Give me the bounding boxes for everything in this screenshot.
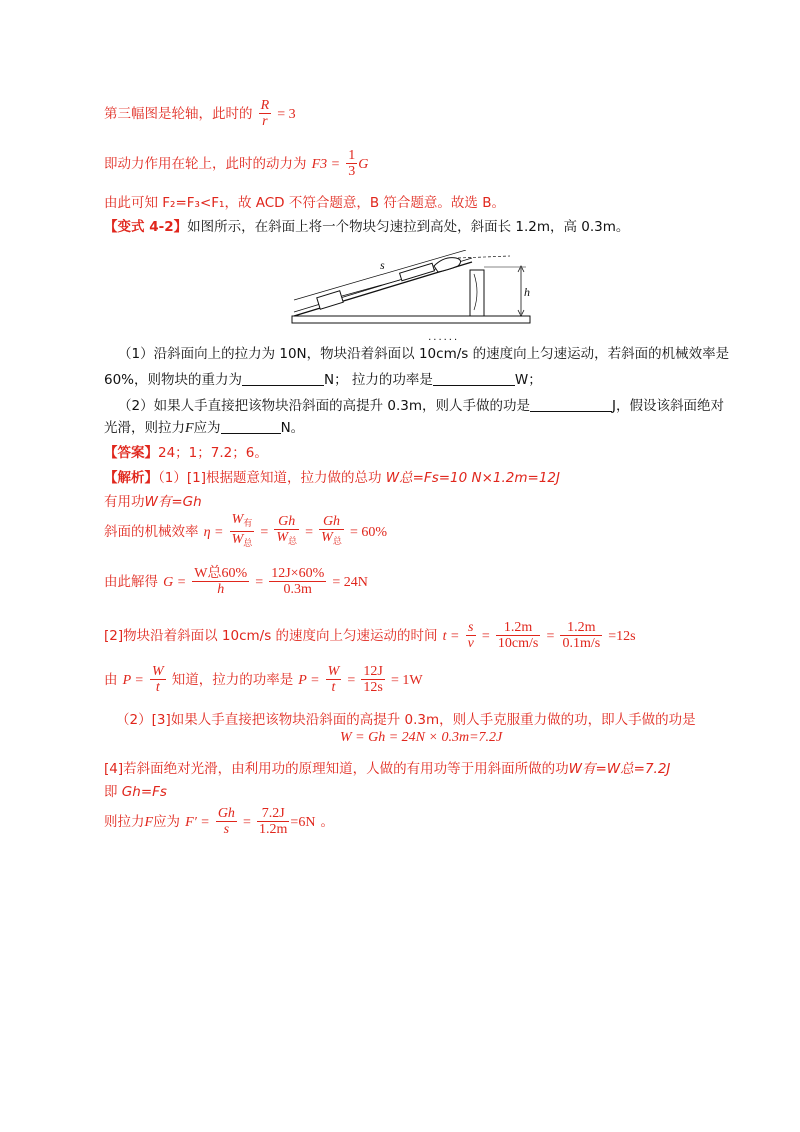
- analysis-work-formula: W = Gh = 24N × 0.3m=7.2J: [340, 730, 503, 745]
- hand-shape: [434, 258, 461, 272]
- height-label: h: [524, 285, 530, 299]
- question-1-line-2: 60%，则物块的重力为 N； 拉力的功率是 W；: [104, 372, 542, 388]
- problem-stem: 【变式 4-2】如图所示，在斜面上将一个物块匀速拉到高处，斜面长 1.2m，高 0.3m。: [104, 219, 630, 235]
- question-2-line-2: 光滑，则拉力F应为 N。: [104, 420, 305, 436]
- analysis-time: [2]物块沿着斜面以 10cm/s 的速度向上匀速运动的时间 t = $\frac{s}{v}$ = $\frac{1.2m}{10cm/s}$ = $\frac{1.2m}{0.1m/s}$ =12s: [104, 620, 636, 651]
- question-2-line-1: （2）如果人手直接把该物块沿斜面的高提升 0.3m，则人手做的功是 J，假设该斜面绝对: [118, 398, 724, 414]
- pull-string: [342, 280, 400, 296]
- analysis-gh-fs: 即 Gh=Fs: [104, 784, 167, 800]
- answer-blank-power[interactable]: [433, 373, 515, 386]
- block-on-incline: [317, 291, 343, 309]
- analysis-line-2: 有用功W有=Gh: [104, 494, 202, 510]
- analysis-solve-weight: 由此解得 G = $\frac{\text{W总60\%}}{h}$ = $\frac{12J\times 60\%}{0.3m}$ = 24N: [104, 566, 368, 597]
- one-third-fraction: $\frac{1}{3}$: [348, 148, 356, 179]
- incline-figure: [288, 250, 538, 330]
- problem-tag: 【变式 4-2】: [104, 219, 188, 235]
- analysis-part-2: （2）[3]如果人手直接把该物块沿斜面的高提升 0.3m，则人手克服重力做的功，即人手做的功是: [116, 712, 696, 728]
- dashed-guide: [458, 256, 510, 258]
- solution-line-wheel-axle: 第三幅图是轮轴，此时的 $\frac{R}{r}$ = 3: [104, 98, 296, 129]
- ratio-fraction: $\frac{R}{r}$: [260, 98, 270, 129]
- length-label: s: [380, 258, 385, 272]
- answer-blank-work[interactable]: [530, 399, 612, 412]
- analysis-final-force: 则拉力F应为 F′ = $\frac{Gh}{s}$ = $\frac{7.2J}{1.2m}$ =6N 。: [104, 806, 335, 837]
- answer-blank-force[interactable]: [221, 421, 281, 434]
- analysis-power: 由 P = $\frac{W}{t}$ 知道，拉力的功率是 P = $\frac{W}{t}$ = $\frac{12J}{12s}$ = 1W: [104, 664, 423, 695]
- incline-base: [292, 316, 530, 323]
- answer-line: 【答案】24；1；7.2；6。: [104, 445, 268, 461]
- question-1-line-1: （1）沿斜面向上的拉力为 10N，物块沿着斜面以 ······ 10cm/s 的速度向上匀速运动，若斜面的机械效率是: [118, 335, 730, 362]
- solution-line-force-wheel: 即动力作用在轮上，此时的动力为 F3 = $\frac{1}{3}$ G: [104, 148, 369, 179]
- answer-blank-weight[interactable]: [242, 373, 324, 386]
- analysis-efficiency: 斜面的机械效率 η = $\frac{W_有}{W_总}$ = $\frac{Gh}{W_总}$ = $\frac{Gh}{W_总}$ = 60%: [104, 512, 387, 548]
- analysis-line-1: 【解析】（1）[1]根据题意知道，拉力做的总功 W总=Fs=10 N×1.2m=12J: [104, 470, 561, 486]
- solution-conclusion: 由此可知 F₂=F₃<F₁，故 ACD 不符合题意，B 符合题意。故选 B。: [104, 195, 505, 211]
- analysis-frictionless: [4]若斜面绝对光滑，由利用功的原理知道，人做的有用功等于用斜面所做的功W有=W总=7.2J: [104, 761, 671, 777]
